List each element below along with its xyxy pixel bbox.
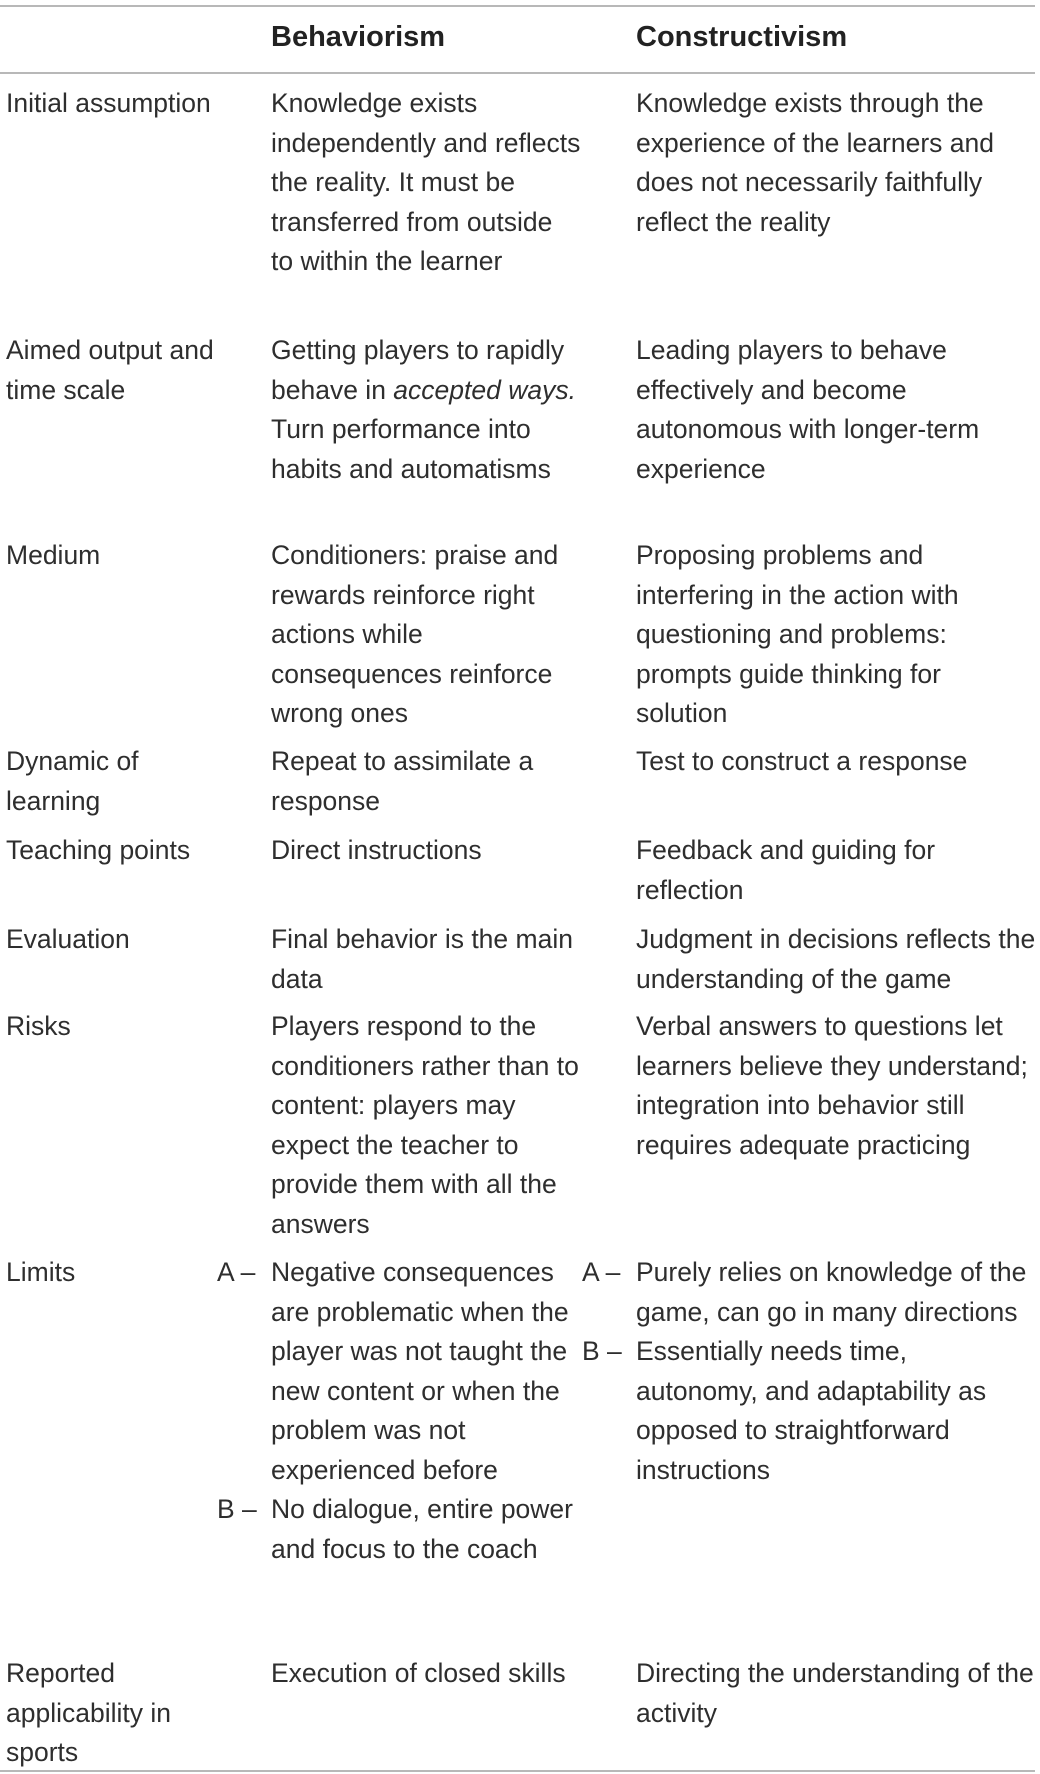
behaviorism-cell: Conditioners: praise and rewards reinforce right actions while consequences reinforce wrong ones [271,540,559,728]
limit-marker: B – [582,1336,622,1366]
behaviorism-text-post: Turn performance into habits and automatisms [271,414,551,484]
behaviorism-cell: Repeat to assimilate a response [271,746,534,816]
limit-text: Purely relies on knowledge of the game, can go in many directions [636,1257,1027,1327]
constructivism-cell: Feedback and guiding for reflection [636,835,936,905]
limit-marker: A – [582,1257,621,1287]
behaviorism-text-pre: Getting players to rapidly behave in [271,335,565,405]
constructivism-cell: Knowledge exists through the experience of the learners and does not necessarily faithfully reflect the reality [636,88,994,237]
row-label: Teaching points [6,835,191,865]
constructivism-cell: Test to construct a response [636,746,968,776]
header-behaviorism: Behaviorism [271,21,446,53]
row-label: Dynamic of learning [6,746,139,816]
limit-item [217,1253,581,1490]
behaviorism-cell: Execution of closed skills [271,1658,566,1688]
limit-text: Negative consequences are problematic when the player was not taught the new content or when the problem was not experienced before [271,1257,569,1485]
constructivism-cell [582,1253,1036,1490]
row-label: Initial assumption [6,88,211,118]
row-label: Reported applicability in sports [6,1658,171,1767]
behaviorism-cell: Players respond to the conditioners rather than to content: players may expect the teacher to provide them with all the answers [271,1011,579,1239]
row-label: Limits [6,1257,76,1287]
table-header-rule [0,72,1035,74]
limit-marker: A – [217,1257,256,1287]
header-constructivism: Constructivism [636,21,848,53]
limit-item [582,1332,1036,1490]
behaviorism-cell: Knowledge exists independently and reflects the reality. It must be transferred from outside to within the learner [271,88,581,276]
limit-text: Essentially needs time, autonomy, and adaptability as opposed to straightforward instructions [636,1336,987,1485]
table-bottom-rule [0,1770,1035,1772]
table-top-rule [0,5,1035,7]
constructivism-cell: Verbal answers to questions let learners believe they understand; integration into behavior still requires adequate practicing [636,1011,1028,1160]
limit-item [217,1490,581,1569]
behaviorism-cell [271,331,581,489]
row-label: Aimed output and time scale [6,335,214,405]
limit-item [582,1253,1036,1332]
limit-marker: B – [217,1494,257,1524]
row-label: Evaluation [6,924,130,954]
behaviorism-text-emphasis: accepted ways. [393,374,576,405]
behaviorism-cell: Final behavior is the main data [271,924,573,994]
constructivism-cell: Judgment in decisions reflects the understanding of the game [636,924,1036,994]
row-label: Risks [6,1011,71,1041]
row-label: Medium [6,540,101,570]
behaviorism-cell: Direct instructions [271,835,482,865]
behaviorism-cell [217,1253,581,1569]
constructivism-cell: Leading players to behave effectively and become autonomous with longer-term experience [636,335,980,484]
constructivism-cell: Directing the understanding of the activity [636,1658,1034,1728]
constructivism-cell: Proposing problems and interfering in the action with questioning and problems: prompts guide thinking for solution [636,540,959,728]
limit-text: No dialogue, entire power and focus to the coach [271,1494,573,1564]
